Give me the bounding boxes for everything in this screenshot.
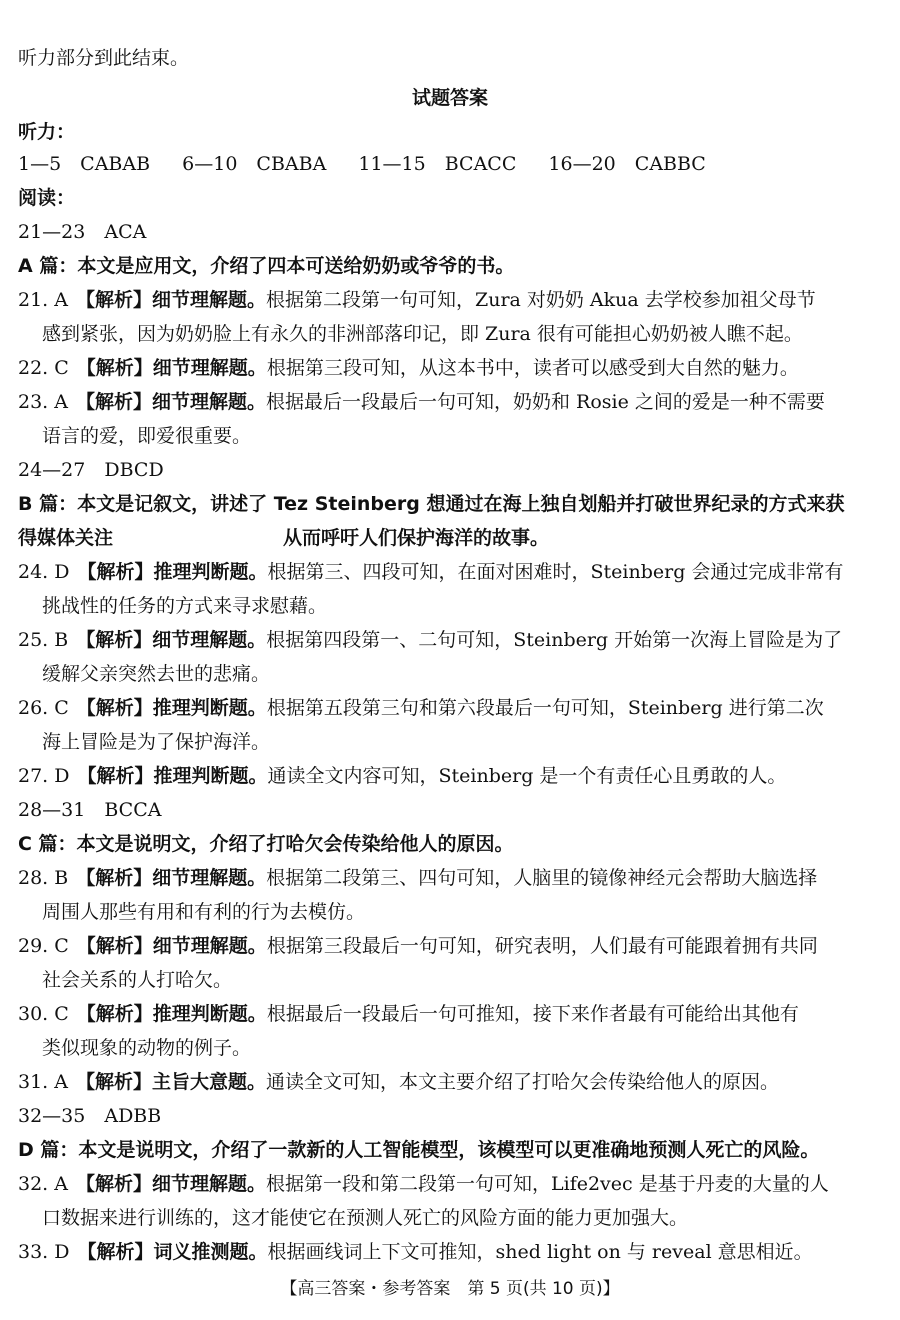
question-31 <box>18 1068 870 1096</box>
question-number: 25. B <box>18 629 69 651</box>
question-33 <box>18 1238 870 1266</box>
analysis-tag: 【解析】细节理解题。 <box>75 391 266 413</box>
analysis-text: 根据第三、四段可知，在面对困难时，Steinberg 会通过完成非常有 <box>267 561 844 583</box>
question-number: 31. A <box>18 1071 68 1093</box>
listening-answer-group: 6—10 CBABA <box>182 153 327 175</box>
analysis-text: 根据第五段第三句和第六段最后一句可知，Steinberg 进行第二次 <box>266 697 824 719</box>
passage-d-summary: D 篇：本文是说明文，介绍了一款新的人工智能模型，该模型可以更准确地预测人死亡的风险。 <box>18 1139 820 1161</box>
question-number: 23. A <box>18 391 68 413</box>
question-25 <box>18 626 870 654</box>
analysis-tag: 【解析】细节理解题。 <box>75 1173 266 1195</box>
question-21 <box>18 286 870 314</box>
question-29 <box>18 932 870 960</box>
analysis-text: 根据第二段第三、四句可知，人脑里的镜像神经元会帮助大脑选择 <box>266 867 818 889</box>
analysis-text: 通读全文内容可知，Steinberg 是一个有责任心且勇敢的人。 <box>267 765 787 787</box>
passage-a-summary: A 篇：本文是应用文，介绍了四本可送给奶奶或爷爷的书。 <box>18 255 515 277</box>
question-number: 29. C <box>18 935 69 957</box>
analysis-tag: 【解析】推理判断题。 <box>76 1003 267 1025</box>
analysis-text: 根据第三段最后一句可知，研究表明，人们最有可能跟着拥有共同 <box>266 935 818 957</box>
question-24-continued: 挑战性的任务的方式来寻求慰藉。 <box>42 595 328 617</box>
analysis-text: 根据第一段和第二段第一句可知，Life2vec 是基于丹麦的大量的人 <box>266 1173 829 1195</box>
question-21-continued: 感到紧张，因为奶奶脸上有永久的非洲部落印记，即 Zura 很有可能担心奶奶被人瞧不起。 <box>42 323 803 345</box>
question-26-continued: 海上冒险是为了保护海洋。 <box>42 731 271 753</box>
question-number: 33. D <box>18 1241 70 1263</box>
question-25-continued: 缓解父亲突然去世的悲痛。 <box>42 663 271 685</box>
page-footer: 【高三答案・参考答案 第 5 页(共 10 页)】 <box>280 1279 620 1299</box>
analysis-text: 根据第二段第一句可知，Zura 对奶奶 Akua 去学校参加祖父母节 <box>266 289 816 311</box>
summary-part: 得媒体关注 <box>18 527 114 549</box>
answer-group-c: 28—31 BCCA <box>18 799 162 821</box>
question-23-continued: 语言的爱，即爱很重要。 <box>42 425 252 447</box>
question-32 <box>18 1170 870 1198</box>
analysis-tag: 【解析】细节理解题。 <box>76 867 267 889</box>
analysis-tag: 【解析】词义推测题。 <box>77 1241 268 1263</box>
analysis-tag: 【解析】细节理解题。 <box>75 289 266 311</box>
analysis-text: 根据画线词上下文可推知，shed light on 与 reveal 意思相近。 <box>267 1241 813 1263</box>
analysis-tag: 【解析】推理判断题。 <box>77 765 268 787</box>
question-number: 32. A <box>18 1173 68 1195</box>
section-title: 试题答案 <box>411 87 488 109</box>
passage-b-summary-continued <box>18 524 870 552</box>
analysis-tag: 【解析】推理判断题。 <box>77 561 268 583</box>
analysis-tag: 【解析】细节理解题。 <box>76 629 267 651</box>
analysis-tag: 【解析】细节理解题。 <box>76 935 267 957</box>
analysis-text: 根据最后一段最后一句可推知，接下来作者最有可能给出其他有 <box>266 1003 799 1025</box>
question-26 <box>18 694 870 722</box>
analysis-text: 根据第三段可知，从这本书中，读者可以感受到大自然的魅力。 <box>266 357 799 379</box>
reading-heading: 阅读： <box>18 187 76 209</box>
analysis-text: 根据最后一段最后一句可知，奶奶和 Rosie 之间的爱是一种不需要 <box>266 391 825 413</box>
question-29-continued: 社会关系的人打哈欠。 <box>42 969 233 991</box>
question-number: 21. A <box>18 289 68 311</box>
analysis-tag: 【解析】主旨大意题。 <box>75 1071 266 1093</box>
question-number: 26. C <box>18 697 69 719</box>
question-number: 27. D <box>18 765 70 787</box>
analysis-text: 根据第四段第一、二句可知，Steinberg 开始第一次海上冒险是为了 <box>266 629 843 651</box>
listening-answer-group: 1—5 CABAB <box>18 153 151 175</box>
question-28 <box>18 864 870 892</box>
question-number: 22. C <box>18 357 69 379</box>
summary-part: 从而呼吁人们保护海洋的故事。 <box>283 527 550 549</box>
question-30-continued: 类似现象的动物的例子。 <box>42 1037 252 1059</box>
answer-group-a: 21—23 ACA <box>18 221 147 243</box>
question-24 <box>18 558 870 586</box>
analysis-text: 通读全文可知，本文主要介绍了打哈欠会传染给他人的原因。 <box>266 1071 780 1093</box>
question-30 <box>18 1000 870 1028</box>
listening-answer-group: 11—15 BCACC <box>358 153 517 175</box>
question-number: 30. C <box>18 1003 69 1025</box>
passage-b-summary: B 篇：本文是记叙文，讲述了 Tez Steinberg 想通过在海上独自划船并打破世界纪录的方式来获 <box>18 493 845 515</box>
answer-group-d: 32—35 ADBB <box>18 1105 162 1127</box>
listening-answers <box>18 150 870 178</box>
question-22 <box>18 354 870 382</box>
question-27 <box>18 762 870 790</box>
answer-group-b: 24—27 DBCD <box>18 459 164 481</box>
listening-answer-group: 16—20 CABBC <box>548 153 706 175</box>
question-23 <box>18 388 870 416</box>
question-number: 28. B <box>18 867 69 889</box>
intro-line: 听力部分到此结束。 <box>18 47 190 69</box>
question-28-continued: 周围人那些有用和有利的行为去模仿。 <box>42 901 366 923</box>
passage-c-summary: C 篇：本文是说明文，介绍了打哈欠会传染给他人的原因。 <box>18 833 514 855</box>
question-number: 24. D <box>18 561 70 583</box>
question-32-continued: 口数据来进行训练的，这才能使它在预测人死亡的风险方面的能力更加强大。 <box>42 1207 689 1229</box>
analysis-tag: 【解析】推理判断题。 <box>76 697 267 719</box>
analysis-tag: 【解析】细节理解题。 <box>76 357 267 379</box>
listening-heading: 听力： <box>18 121 76 143</box>
